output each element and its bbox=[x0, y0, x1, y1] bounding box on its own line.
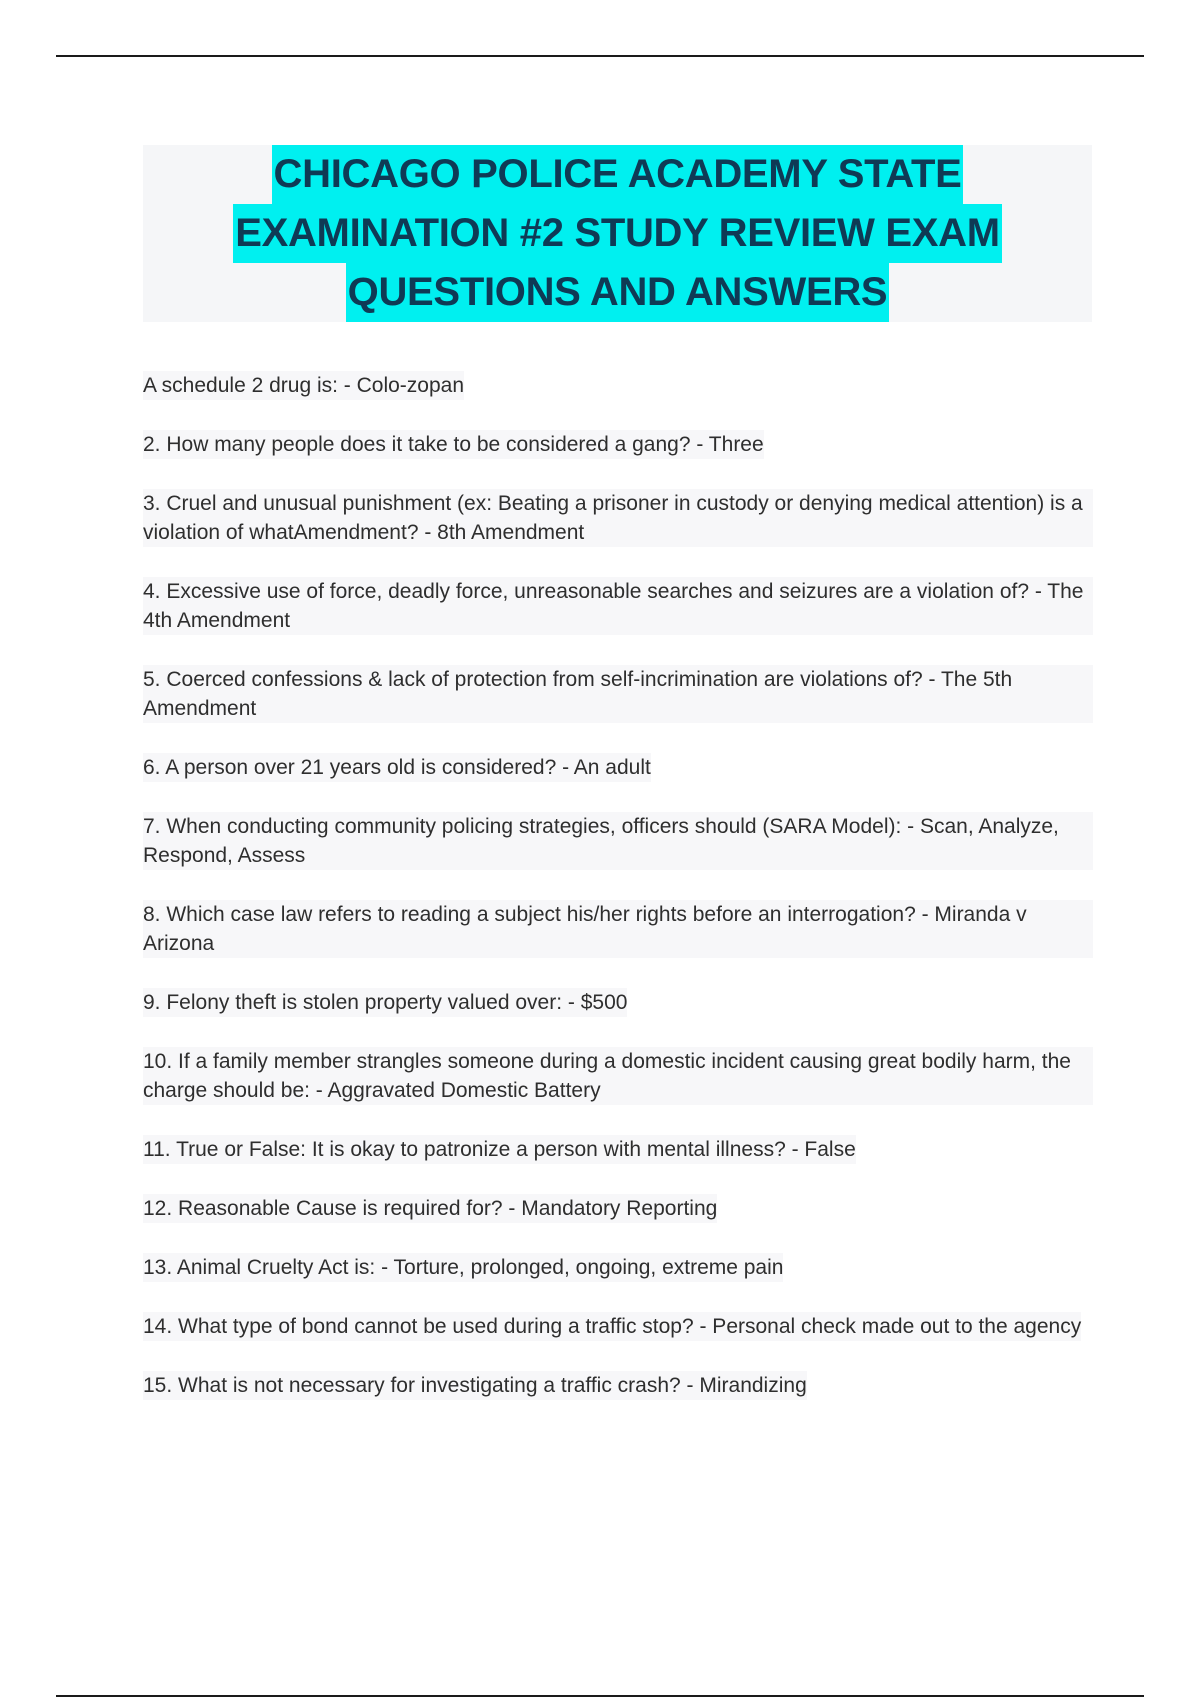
question-answer-list bbox=[143, 371, 1093, 1430]
bottom-rule bbox=[56, 1695, 1144, 1697]
qa-item: 8. Which case law refers to reading a subject his/her rights before an interrogation? - Miranda v Arizona bbox=[143, 900, 1093, 958]
qa-item: 13. Animal Cruelty Act is: - Torture, prolonged, ongoing, extreme pain bbox=[143, 1253, 783, 1282]
qa-item: 9. Felony theft is stolen property valued over: - $500 bbox=[143, 988, 627, 1017]
qa-item: 7. When conducting community policing strategies, officers should (SARA Model): - Scan, Analyze, Respond, Assess bbox=[143, 812, 1093, 870]
qa-item: 4. Excessive use of force, deadly force, unreasonable searches and seizures are a violation of? - The 4th Amendment bbox=[143, 577, 1093, 635]
qa-item: 10. If a family member strangles someone during a domestic incident causing great bodily harm, the charge should be: - Aggravated Domestic Battery bbox=[143, 1047, 1093, 1105]
qa-item: A schedule 2 drug is: - Colo-zopan bbox=[143, 371, 464, 400]
qa-item: 3. Cruel and unusual punishment (ex: Beating a prisoner in custody or denying medical attention) is a violation of whatAmendment? - 8th Amendment bbox=[143, 489, 1093, 547]
qa-item: 11. True or False: It is okay to patronize a person with mental illness? - False bbox=[143, 1135, 856, 1164]
qa-item: 14. What type of bond cannot be used during a traffic stop? - Personal check made out to the agency bbox=[143, 1312, 1081, 1341]
title-line-2: EXAMINATION #2 STUDY REVIEW EXAM bbox=[233, 204, 1002, 263]
document-title bbox=[143, 145, 1092, 322]
qa-item: 6. A person over 21 years old is considered? - An adult bbox=[143, 753, 651, 782]
qa-item: 5. Coerced confessions & lack of protection from self-incrimination are violations of? - The 5th Amendment bbox=[143, 665, 1093, 723]
title-line-1: CHICAGO POLICE ACADEMY STATE bbox=[272, 145, 964, 204]
title-line-3: QUESTIONS AND ANSWERS bbox=[346, 263, 890, 322]
qa-item: 15. What is not necessary for investigating a traffic crash? - Mirandizing bbox=[143, 1371, 807, 1400]
top-rule bbox=[56, 55, 1144, 57]
qa-item: 12. Reasonable Cause is required for? - Mandatory Reporting bbox=[143, 1194, 717, 1223]
qa-item: 2. How many people does it take to be considered a gang? - Three bbox=[143, 430, 764, 459]
